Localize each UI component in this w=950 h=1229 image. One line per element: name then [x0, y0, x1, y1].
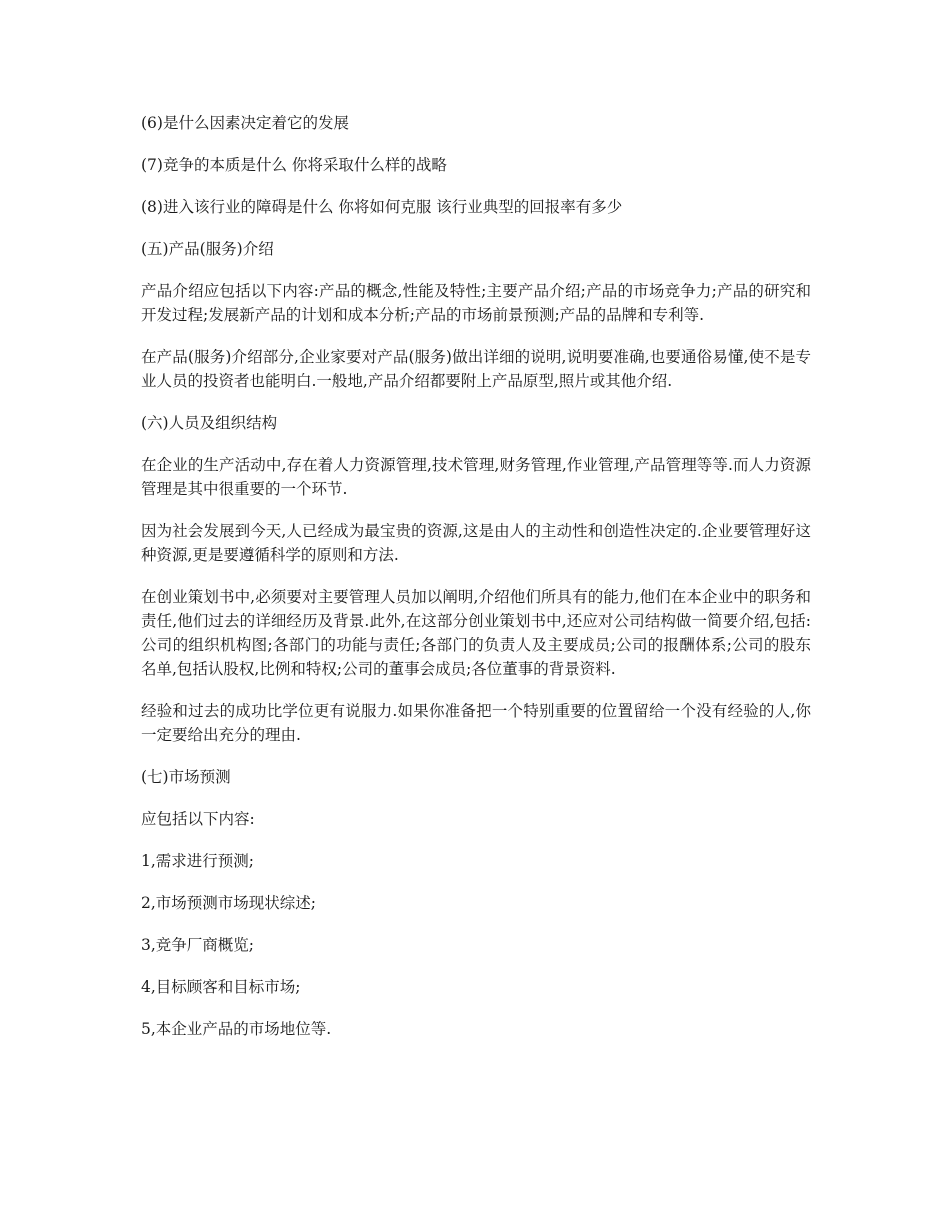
document-page	[141, 111, 811, 1059]
body-paragraph: 应包括以下内容:	[141, 810, 255, 828]
list-item: 1,需求进行预测;	[141, 852, 255, 870]
list-item: 5,本企业产品的市场地位等.	[141, 1020, 332, 1038]
list-item: 2,市场预测市场现状综述;	[141, 894, 317, 912]
body-paragraph: 在产品(服务)介绍部分,企业家要对产品(服务)做出详细的说明,说明要准确,也要通俗易懂,使不是专业人员的投资者也能明白.一般地,产品介绍都要附上产品原型,照片或其他介绍.	[141, 348, 811, 390]
body-paragraph: 在创业策划书中,必须要对主要管理人员加以阐明,介绍他们所具有的能力,他们在本企业中的职务和责任,他们过去的详细经历及背景.此外,在这部分创业策划书中,还应对公司结构做一简要介绍,包括:公司的组织机构图;各部门的功能与责任;各部门的负责人及主要成员;公司的报酬体系;公司的股东名单,包括认股权,比例和特权;公司的董事会成员;各位董事的背景资料.	[141, 588, 811, 678]
list-item-6: (6)是什么因素决定着它的发展	[141, 114, 349, 132]
body-paragraph: 在企业的生产活动中,存在着人力资源管理,技术管理,财务管理,作业管理,产品管理等等.而人力资源管理是其中很重要的一个环节.	[141, 456, 811, 498]
section-heading-market: (七)市场预测	[141, 768, 231, 786]
list-item: 4,目标顾客和目标市场;	[141, 978, 301, 996]
section-heading-personnel: (六)人员及组织结构	[141, 414, 278, 432]
body-paragraph: 经验和过去的成功比学位更有说服力.如果你准备把一个特别重要的位置留给一个没有经验的人,你一定要给出充分的理由.	[141, 702, 811, 744]
section-heading-product: (五)产品(服务)介绍	[141, 240, 274, 258]
list-item-7: (7)竞争的本质是什么 你将采取什么样的战略	[141, 156, 447, 174]
list-item: 3,竞争厂商概览;	[141, 936, 255, 954]
body-paragraph: 因为社会发展到今天,人已经成为最宝贵的资源,这是由人的主动性和创造性决定的.企业要管理好这种资源,更是要遵循科学的原则和方法.	[141, 522, 811, 564]
body-paragraph: 产品介绍应包括以下内容:产品的概念,性能及特性;主要产品介绍;产品的市场竞争力;产品的研究和开发过程;发展新产品的计划和成本分析;产品的市场前景预测;产品的品牌和专利等.	[141, 282, 811, 324]
list-item-8: (8)进入该行业的障碍是什么 你将如何克服 该行业典型的回报率有多少	[141, 198, 623, 216]
